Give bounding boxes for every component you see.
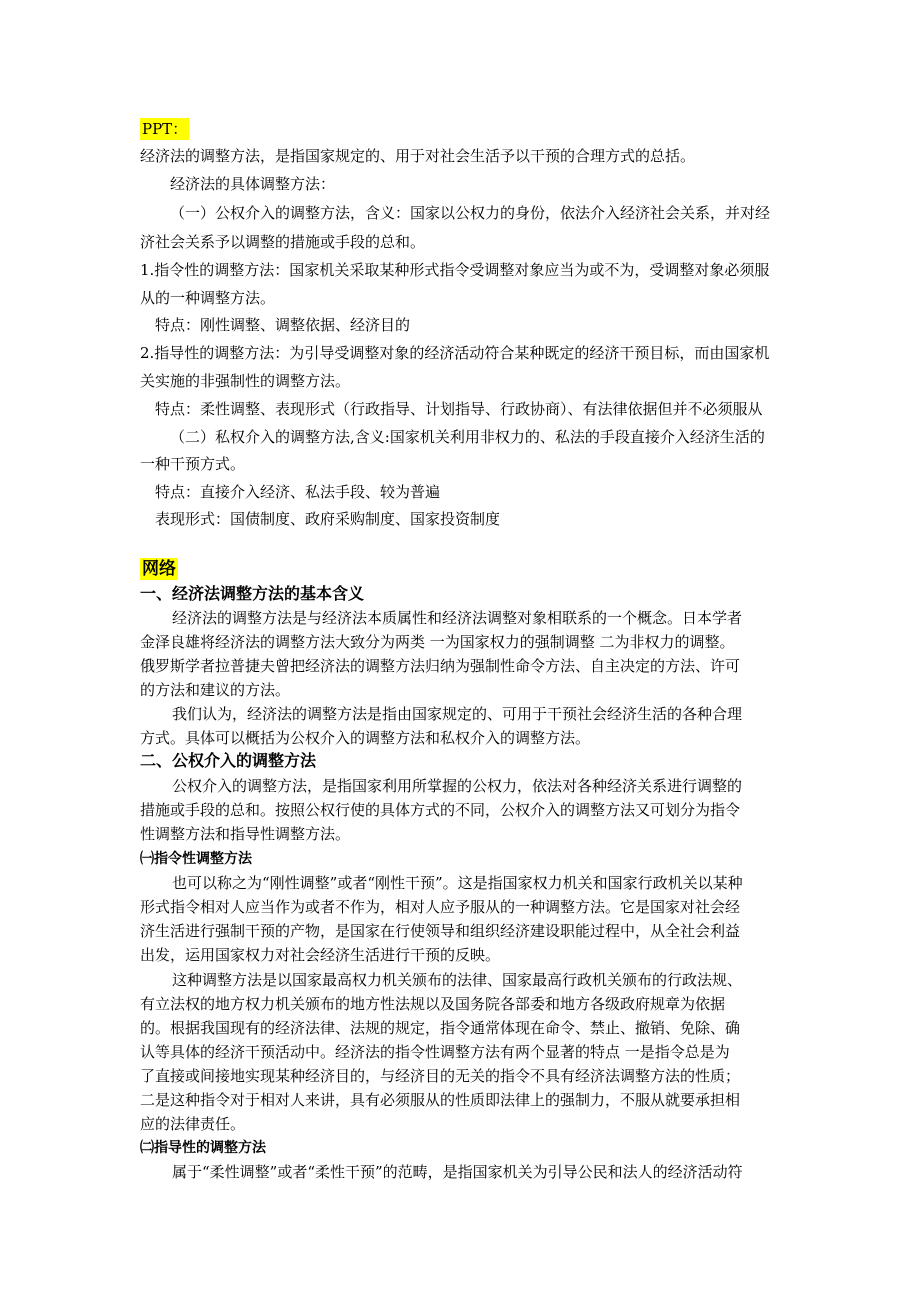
body-line: 的方法和建议的方法。 [140, 681, 291, 699]
ppt-line: 特点：刚性调整、调整依据、经济目的 [155, 316, 411, 334]
ppt-line: 特点：柔性调整、表现形式（行政指导、计划指导、行政协商）、有法律依据但并不必须服从 [155, 400, 763, 418]
ppt-line: 2.指导性的调整方法：为引导受调整对象的经济活动符合某种既定的经济干预目标，而由国家机 [140, 344, 770, 362]
ppt-line: 经济法的调整方法，是指国家规定的、用于对社会生活予以干预的合理方式的总括。 [140, 147, 696, 165]
body-line: 属于“柔性调整”或者“柔性干预”的范畴，是指国家机关为引导公民和法人的经济活动符 [172, 1163, 743, 1181]
body-line: 也可以称之为“刚性调整”或者“刚性干预”。这是指国家权力机关和国家行政机关以某种 [172, 874, 743, 892]
body-line: 济生活进行强制干预的产物，是国家在行使领导和组织经济建设职能过程中，从全社会利益 [140, 922, 741, 940]
body-line: 俄罗斯学者拉普捷夫曾把经济法的调整方法归纳为强制性命令方法、自主决定的方法、许可 [140, 657, 741, 675]
ppt-tag-line [140, 118, 820, 140]
subheading-1: ㈠指令性调整方法 [140, 851, 252, 867]
body-line: 认等具体的经济干预活动中。经济法的指令性调整方法有两个显著的特点 一是指令总是为 [140, 1043, 730, 1061]
body-line: 性调整方法和指导性调整方法。 [140, 825, 351, 843]
ppt-line: 从的一种调整方法。 [140, 289, 276, 307]
body-line: 方式。具体可以概括为公权介入的调整方法和私权介入的调整方法。 [140, 729, 591, 747]
body-line: 应的法律责任。 [140, 1115, 246, 1133]
body-line: 了直接或间接地实现某种经济目的，与经济目的无关的指令不具有经济法调整方法的性质； [140, 1067, 741, 1085]
ppt-line: 关实施的非强制性的调整方法。 [140, 372, 351, 390]
section-heading-2: 二、公权介入的调整方法 [140, 751, 317, 770]
body-line: 这种调整方法是以国家最高权力机关颁布的法律、国家最高行政机关颁布的行政法规、 [172, 971, 743, 989]
ppt-line: 一种干预方式。 [140, 455, 246, 473]
ppt-line: 表现形式：国债制度、政府采购制度、国家投资制度 [155, 510, 501, 528]
body-line: 我们认为，经济法的调整方法是指由国家规定的、可用于干预社会经济生活的各种合理 [172, 705, 743, 723]
body-line: 金泽良雄将经济法的调整方法大致分为两类 一为国家权力的强制调整 二为非权力的调整。 [140, 633, 735, 651]
subheading-2: ㈡指导性的调整方法 [140, 1140, 266, 1156]
body-line: 的。根据我国现有的经济法律、法规的规定，指令通常体现在命令、禁止、撤销、免除、确 [140, 1019, 741, 1037]
body-line: 措施或手段的总和。按照公权行使的具体方式的不同，公权介入的调整方法又可划分为指令 [140, 801, 741, 819]
section-heading-1: 一、经济法调整方法的基本含义 [140, 584, 365, 603]
network-tag-line [140, 558, 820, 580]
body-line: 二是这种指令对于相对人来讲，具有必须服从的性质即法律上的强制力，不服从就要承担相 [140, 1091, 741, 1109]
body-line: 经济法的调整方法是与经济法本质属性和经济法调整对象相联系的一个概念。日本学者 [172, 609, 743, 627]
ppt-highlight-tag: PPT： [142, 120, 188, 138]
body-line: 出发，运用国家权力对社会经济生活进行干预的反映。 [140, 946, 501, 964]
ppt-line: 1.指令性的调整方法：国家机关采取某种形式指令受调整对象应当为或不为，受调整对象必须服 [140, 261, 770, 279]
network-highlight-tag: 网络 [142, 559, 176, 579]
ppt-line: 济社会关系予以调整的措施或手段的总和。 [140, 233, 426, 251]
ppt-line: 经济法的具体调整方法： [170, 175, 336, 193]
body-line: 形式指令相对人应当作为或者不作为，相对人应予服从的一种调整方法。它是国家对社会经 [140, 898, 741, 916]
ppt-line: （一）公权介入的调整方法，含义：国家以公权力的身份，依法介入经济社会关系，并对经 [170, 204, 771, 222]
body-line: 有立法权的地方权力机关颁布的地方性法规以及国务院各部委和地方各级政府规章为依据 [140, 995, 726, 1013]
ppt-line: 特点：直接介入经济、私法手段、较为普遍 [155, 483, 441, 501]
ppt-line: （二）私权介入的调整方法,含义:国家机关利用非权力的、私法的手段直接介入经济生活的 [170, 428, 765, 446]
body-line: 公权介入的调整方法，是指国家利用所掌握的公权力，依法对各种经济关系进行调整的 [172, 777, 743, 795]
